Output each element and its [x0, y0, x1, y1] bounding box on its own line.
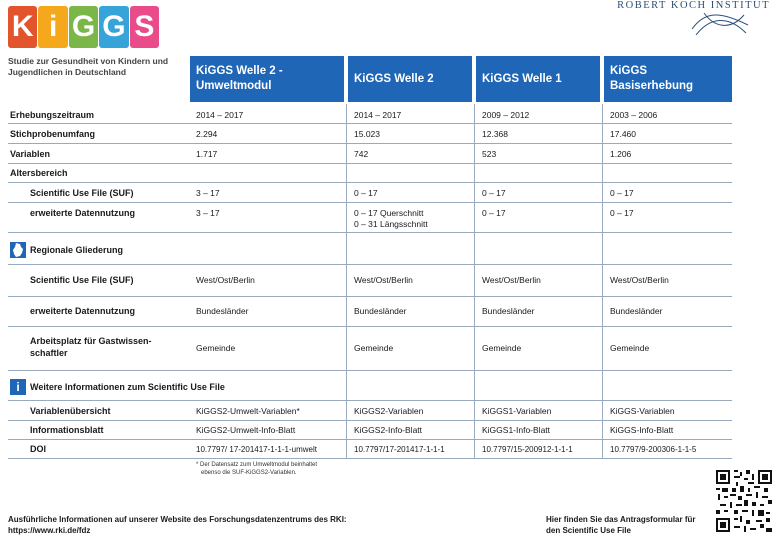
- row-label: Erhebungszeitraum: [10, 110, 95, 120]
- logo-letter-g2: G: [99, 6, 128, 48]
- footer-form-hint: [546, 514, 696, 536]
- footer-info: [8, 514, 347, 536]
- table-cell: 2.294: [196, 129, 218, 139]
- header-welle1: KiGGS Welle 1: [476, 56, 600, 102]
- footer-text: Hier finden Sie das Antragsformular für: [546, 515, 696, 524]
- footer-link[interactable]: https://www.rki.de/fdz: [8, 526, 91, 535]
- table-cell: 1.206: [610, 149, 632, 159]
- table-cell: West/Ost/Berlin: [196, 275, 255, 285]
- logo-letter-i: i: [38, 6, 67, 48]
- footnote-line: * Der Datensatz zum Umweltmodul beinhaltet: [196, 462, 318, 468]
- footer-text: Ausführliche Informationen auf unserer Website des Forschungsdatenzentrums des RKI:: [8, 515, 347, 524]
- row-label: Informationsblatt: [30, 425, 104, 435]
- table-cell: Bundesländer: [196, 306, 249, 316]
- table-row: [8, 163, 732, 183]
- table-cell: KiGGS-Info-Blatt: [610, 425, 674, 435]
- logo-letter-s: S: [130, 6, 159, 48]
- row-label: schaftler: [30, 348, 68, 358]
- table-cell: KiGGS1-Info-Blatt: [482, 425, 551, 435]
- table-cell: 10.7797/9-200306-1-1-5: [610, 445, 697, 454]
- table-cell: 0 – 17: [610, 188, 634, 198]
- row-label: Scientific Use File (SUF): [30, 188, 134, 198]
- info-icon: i: [10, 379, 26, 395]
- row-label: DOI: [30, 444, 47, 454]
- table-row: [8, 232, 732, 265]
- header-welle2-umwelt: KiGGS Welle 2 - Umweltmodul: [190, 56, 344, 102]
- table-cell: 0 – 17: [354, 188, 378, 198]
- table-cell: 10.7797/15-200912-1-1-1: [482, 445, 573, 454]
- table-cell: 0 – 31 Längsschnitt: [354, 219, 428, 229]
- rki-swirl-icon: [690, 9, 750, 37]
- table-cell: 0 – 17: [482, 208, 506, 218]
- logo-letter-k: K: [8, 6, 37, 48]
- row-label: Stichprobenumfang: [10, 129, 95, 139]
- table-cell: Bundesländer: [482, 306, 535, 316]
- table-row: [8, 370, 732, 401]
- qr-code-icon[interactable]: [716, 470, 772, 532]
- header-basiserhebung: KiGGS Basiserhebung: [604, 56, 732, 102]
- footnote-line: ebenso die SUF-KiGGS2-Variablen.: [201, 470, 297, 476]
- study-tagline: Studie zur Gesundheit von Kindern und Jugendlichen in Deutschland: [8, 56, 169, 77]
- section-title: Weitere Informationen zum Scientific Use File: [30, 382, 225, 392]
- table-cell: 2009 – 2012: [482, 110, 530, 120]
- table-cell: West/Ost/Berlin: [482, 275, 541, 285]
- table-cell: KiGGS-Variablen: [610, 406, 675, 416]
- table-cell: West/Ost/Berlin: [610, 275, 669, 285]
- table-cell: 2014 – 2017: [196, 110, 244, 120]
- row-label: Variablen: [10, 149, 51, 159]
- table-cell: 523: [482, 149, 497, 159]
- row-label: Variablenübersicht: [30, 406, 111, 416]
- table-cell: 10.7797/17-201417-1-1-1: [354, 445, 445, 454]
- header-welle2: KiGGS Welle 2: [348, 56, 472, 102]
- table-cell: Gemeinde: [354, 343, 394, 353]
- logo-letter-g1: G: [69, 6, 98, 48]
- section-title: Regionale Gliederung: [30, 245, 124, 255]
- row-label: Arbeitsplatz für Gastwissen-: [30, 336, 152, 346]
- row-label: Altersbereich: [10, 168, 68, 178]
- table-cell: 1.717: [196, 149, 218, 159]
- table-cell: Bundesländer: [354, 306, 407, 316]
- table-cell: 17.460: [610, 129, 636, 139]
- table-cell: KiGGS2-Umwelt-Variablen*: [196, 406, 300, 416]
- table-cell: KiGGS1-Variablen: [482, 406, 552, 416]
- table-cell: 2003 – 2006: [610, 110, 658, 120]
- table-cell: 3 – 17: [196, 188, 220, 198]
- footnote: [196, 461, 317, 477]
- table-cell: 0 – 17: [482, 188, 506, 198]
- row-label: Scientific Use File (SUF): [30, 275, 134, 285]
- table-cell: Gemeinde: [482, 343, 522, 353]
- table-cell: 3 – 17: [196, 208, 220, 218]
- table-cell: Bundesländer: [610, 306, 663, 316]
- table-cell: Gemeinde: [196, 343, 236, 353]
- table-cell: 0 – 17: [610, 208, 634, 218]
- row-label: erweiterte Datennutzung: [30, 208, 136, 218]
- table-cell: 15.023: [354, 129, 380, 139]
- table-cell: West/Ost/Berlin: [354, 275, 413, 285]
- footer-text: den Scientific Use File: [546, 526, 631, 535]
- table-cell: KiGGS2-Variablen: [354, 406, 424, 416]
- table-cell: 742: [354, 149, 369, 159]
- table-cell: 2014 – 2017: [354, 110, 402, 120]
- row-label: erweiterte Datennutzung: [30, 306, 136, 316]
- rki-institute-name: ROBERT KOCH INSTITUT: [617, 0, 770, 11]
- kiggs-logo: [8, 6, 160, 50]
- table-cell: Gemeinde: [610, 343, 650, 353]
- table-cell: 12.368: [482, 129, 508, 139]
- table-cell: KiGGS2-Umwelt-Info-Blatt: [196, 425, 296, 435]
- table-cell: 0 – 17 Querschnitt: [354, 208, 424, 218]
- table-cell: 10.7797/ 17-201417-1-1-1-umwelt: [196, 445, 317, 454]
- table-cell: KiGGS2-Info-Blatt: [354, 425, 423, 435]
